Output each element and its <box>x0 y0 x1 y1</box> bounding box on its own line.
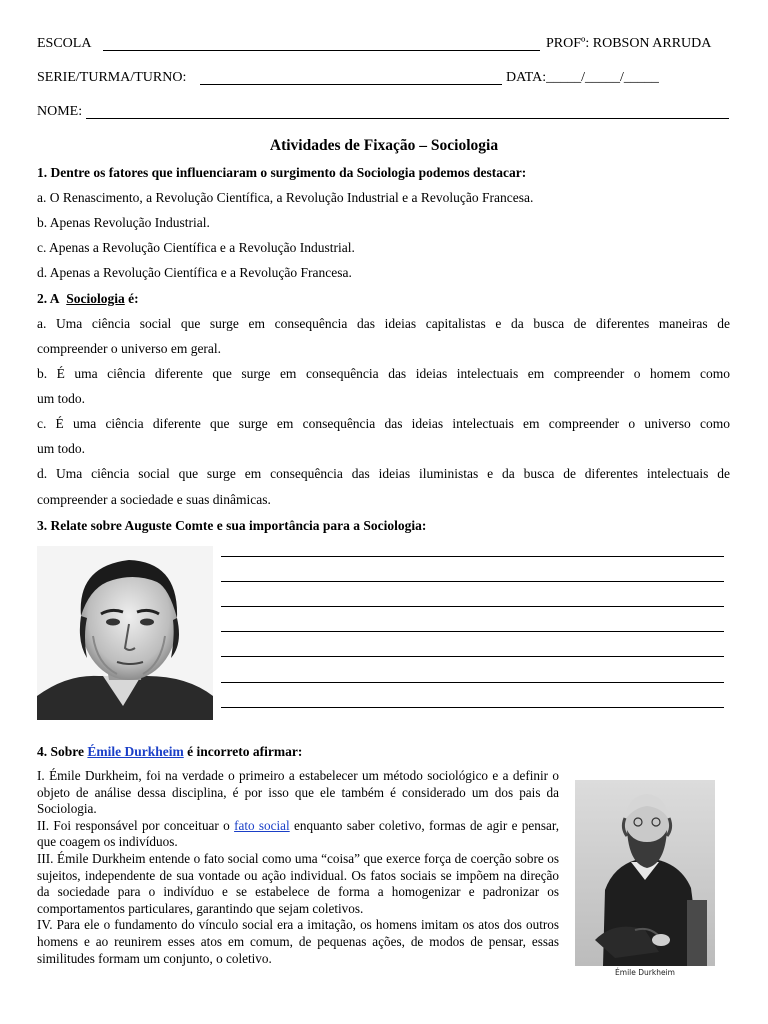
q2-option-d-line1: d. Uma ciência social que surge em consequência das ideias iluministas e da busca de diferentes intelectuais de <box>37 466 730 481</box>
data-blanks: _____/_____/_____ <box>546 70 659 85</box>
q4-statements <box>37 768 559 967</box>
q2-option-d-line2: compreender a sociedade e suas dinâmicas. <box>37 492 271 507</box>
q4-item-1: I. Émile Durkheim, foi na verdade o primeiro a estabelecer um método sociológico e a definir o objeto de análise dessa disciplina, é por isso que ele também é considerado um dos pais da Sociologia. <box>37 768 559 817</box>
escola-label: ESCOLA <box>37 36 92 51</box>
answer-line[interactable] <box>221 631 724 632</box>
answer-line[interactable] <box>221 656 724 657</box>
durkheim-caption: Émile Durkheim <box>615 968 675 977</box>
prof-name: PROFº: ROBSON ARRUDA <box>546 36 712 51</box>
q2-option-b-line1: b. É uma ciência diferente que surge em consequência das ideias intelectuais em compreender o homem como <box>37 366 730 381</box>
q2-option-b-line2: um todo. <box>37 391 86 406</box>
q2-option-c-line1: c. É uma ciência diferente que surge em consequência das ideias intelectuais em compreender o universo como <box>37 416 730 431</box>
answer-line[interactable] <box>221 707 724 708</box>
q1-option-d: d. Apenas a Revolução Científica e a Revolução Francesa. <box>37 265 352 280</box>
q1-option-c: c. Apenas a Revolução Científica e a Revolução Industrial. <box>37 240 355 255</box>
q4-item-2: II. Foi responsável por conceituar o fato social enquanto saber coletivo, formas de agir e pensar, que coagem os indivíduos. <box>37 817 559 850</box>
sociologia-term: Sociologia <box>66 291 125 306</box>
emile-durkheim-link[interactable]: Émile Durkheim <box>87 744 184 759</box>
serie-label: SERIE/TURMA/TURNO: <box>37 70 187 85</box>
q2-option-a-line1: a. Uma ciência social que surge em consequência das ideias capitalistas e da busca de diferentes maneiras de <box>37 316 730 331</box>
nome-blank[interactable] <box>86 118 729 119</box>
serie-blank[interactable] <box>200 84 502 85</box>
q4-item-3: III. Émile Durkheim entende o fato social como uma “coisa” que exerce força de coerção sobre os sujeitos, independente de sua vontade ou ação individual. Os fatos sociais se impõem na direção da sociedade para o indivíduo e se estabelece de forma a homogenizar e padronizar os comportamentos particulares, garantindo que sejam coletivos. <box>37 850 559 916</box>
q2-option-c-line2: um todo. <box>37 441 86 456</box>
escola-blank[interactable] <box>103 50 540 51</box>
nome-label: NOME: <box>37 104 83 119</box>
emile-durkheim-portrait <box>575 780 715 966</box>
question-2: 2. A Sociologia é: <box>37 291 139 306</box>
answer-line[interactable] <box>221 682 724 683</box>
q1-option-b: b. Apenas Revolução Industrial. <box>37 215 210 230</box>
answer-line[interactable] <box>221 581 724 582</box>
answer-line[interactable] <box>221 556 724 557</box>
data-label[interactable]: DATA:_____/_____/_____ <box>506 70 659 85</box>
question-3: 3. Relate sobre Auguste Comte e sua importância para a Sociologia: <box>37 518 427 533</box>
q4-item-4: IV. Para ele o fundamento do vínculo social era a imitação, os homens imitam os atos dos outros homens e ao reunirem esses atos em comum, de pequenas ações, de modos de pensar, essas similitudes formam um conjunto, o coletivo. <box>37 917 559 966</box>
page-title: Atividades de Fixação – Sociologia <box>269 137 499 154</box>
question-4: 4. Sobre Émile Durkheim é incorreto afirmar: <box>37 744 303 759</box>
auguste-comte-portrait <box>37 546 213 720</box>
question-1: 1. Dentre os fatores que influenciaram o surgimento da Sociologia podemos destacar: <box>37 165 527 180</box>
q1-option-a: a. O Renascimento, a Revolução Científica, a Revolução Industrial e a Revolução Francesa. <box>37 190 534 205</box>
fato-social-link[interactable]: fato social <box>234 817 290 833</box>
q2-option-a-line2: compreender o universo em geral. <box>37 341 222 356</box>
answer-line[interactable] <box>221 606 724 607</box>
